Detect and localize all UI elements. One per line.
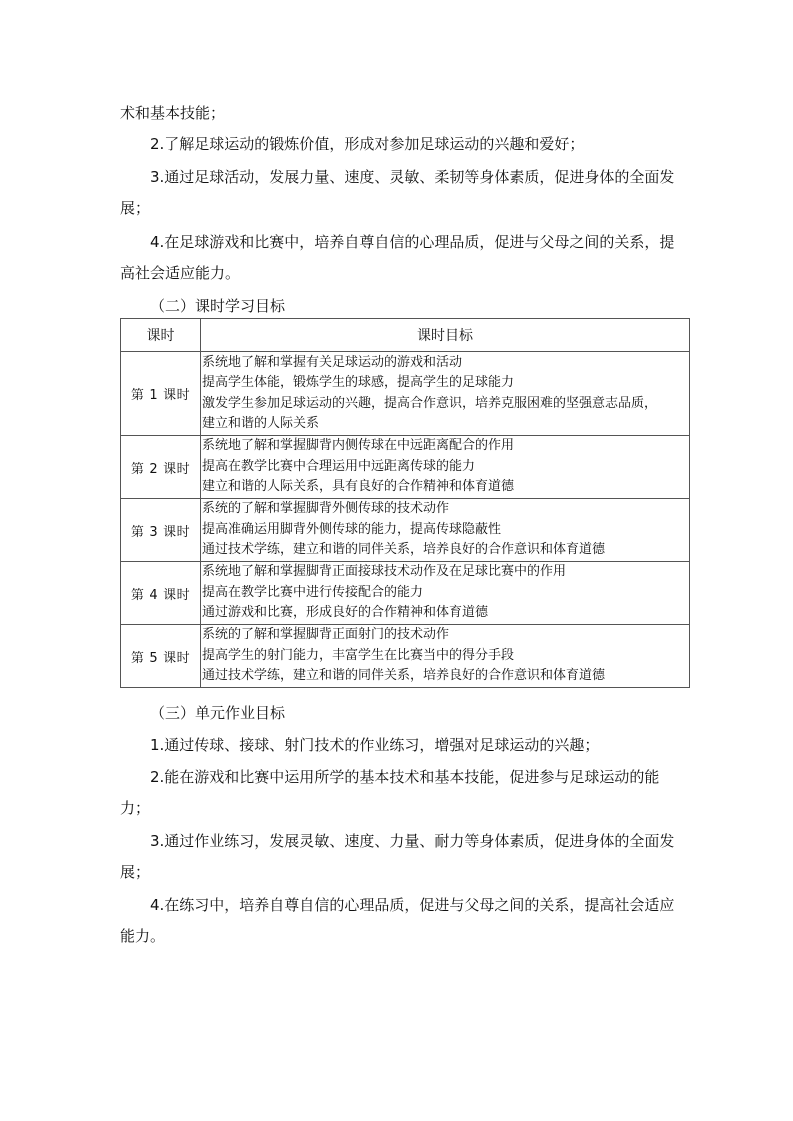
intro-item-4: 4.在足球游戏和比赛中，培养自尊自信的心理品质，促进与父母之间的关系，提高社会适应能力。 [120, 233, 675, 282]
table-row [121, 562, 690, 625]
goal-line: 系统地了解和掌握有关足球运动的游戏和活动 [202, 354, 463, 370]
homework-item-3: 3.通过作业练习，发展灵敏、速度、力量、耐力等身体素质，促进身体的全面发展； [120, 832, 675, 881]
lesson-label-pre: 第 [130, 587, 145, 603]
table-row [121, 352, 690, 436]
lesson-label-num: 4 [149, 587, 159, 603]
lesson-label-num: 1 [149, 388, 159, 403]
lesson-label-pre: 第 [130, 388, 145, 403]
goal-line: 通过技术学练，建立和谐的同伴关系，培养良好的合作意识和体育道德 [202, 668, 606, 684]
header-lesson: 课时 [121, 319, 201, 352]
homework-item-1: 1.通过传球、接球、射门技术的作业练习，增强对足球运动的兴趣； [150, 736, 600, 754]
goal-line: 系统地了解和掌握脚背内侧传球在中远距离配合的作用 [202, 438, 515, 454]
header-lesson-goal: 课时目标 [201, 319, 690, 352]
lesson-number-cell [121, 625, 201, 688]
goal-line: 系统地了解和掌握脚背正面接球技术动作及在足球比赛中的作用 [202, 564, 567, 580]
lesson-label-pre: 第 [130, 461, 145, 477]
lesson-label-post: 课时 [163, 388, 191, 403]
table-row [121, 436, 690, 499]
intro-item-3: 3.通过足球活动，发展力量、速度、灵敏、柔韧等身体素质，促进身体的全面发展； [120, 168, 675, 217]
lesson-goals-cell [201, 562, 690, 625]
lesson-number-cell [121, 436, 201, 499]
lesson-label-post: 课时 [163, 650, 191, 666]
lesson-label-num: 5 [149, 650, 159, 666]
lesson-label-post: 课时 [163, 587, 191, 603]
goal-line: 提高在教学比赛中合理运用中远距离传球的能力 [202, 458, 476, 474]
goal-line: 系统的了解和掌握脚背正面射门的技术动作 [202, 627, 450, 643]
lesson-goals-table [120, 318, 690, 688]
lesson-goals-cell [201, 499, 690, 562]
lesson-label-num: 3 [149, 524, 159, 540]
lesson-label-pre: 第 [130, 650, 145, 666]
lesson-goals-cell [201, 436, 690, 499]
lesson-label-post: 课时 [163, 524, 191, 540]
goal-line: 提高在教学比赛中进行传接配合的能力 [202, 584, 424, 600]
goal-line: 提高准确运用脚背外侧传球的能力，提高传球隐蔽性 [202, 521, 502, 537]
lesson-number-cell [121, 562, 201, 625]
homework-item-2: 2.能在游戏和比赛中运用所学的基本技术和基本技能，促进参与足球运动的能力； [120, 768, 660, 817]
intro-continued-line: 术和基本技能； [120, 104, 226, 122]
table-row [121, 499, 690, 562]
goal-line: 建立和谐的人际关系，具有良好的合作精神和体育道德 [202, 479, 515, 495]
lesson-number-cell [121, 352, 201, 436]
lesson-number-cell [121, 499, 201, 562]
section-heading-lesson-goals: （二）课时学习目标 [150, 297, 286, 315]
goal-line: 激发学生参加足球运动的兴趣，提高合作意识，培养克服困难的坚强意志品质， [202, 395, 658, 411]
goal-line: 通过游戏和比赛，形成良好的合作精神和体育道德 [202, 605, 489, 621]
goal-line: 通过技术学练，建立和谐的同伴关系，培养良好的合作意识和体育道德 [202, 542, 606, 558]
section-heading-homework-goals: （三）单元作业目标 [150, 704, 286, 722]
intro-item-2: 2.了解足球运动的锻炼价值，形成对参加足球运动的兴趣和爱好； [150, 135, 585, 153]
goal-line: 提高学生的射门能力，丰富学生在比赛当中的得分手段 [202, 647, 515, 663]
lesson-label-pre: 第 [130, 524, 145, 540]
goal-line: 系统的了解和掌握脚背外侧传球的技术动作 [202, 501, 450, 517]
lesson-goals-cell [201, 352, 690, 436]
homework-item-4: 4.在练习中，培养自尊自信的心理品质，促进与父母之间的关系，提高社会适应能力。 [120, 896, 675, 945]
table-row [121, 625, 690, 688]
goal-line: 建立和谐的人际关系 [202, 416, 320, 431]
table-header-row [121, 319, 690, 352]
goal-line: 提高学生体能，锻炼学生的球感，提高学生的足球能力 [202, 375, 515, 390]
lesson-label-post: 课时 [163, 461, 191, 477]
lesson-goals-cell [201, 625, 690, 688]
lesson-label-num: 2 [149, 461, 159, 477]
